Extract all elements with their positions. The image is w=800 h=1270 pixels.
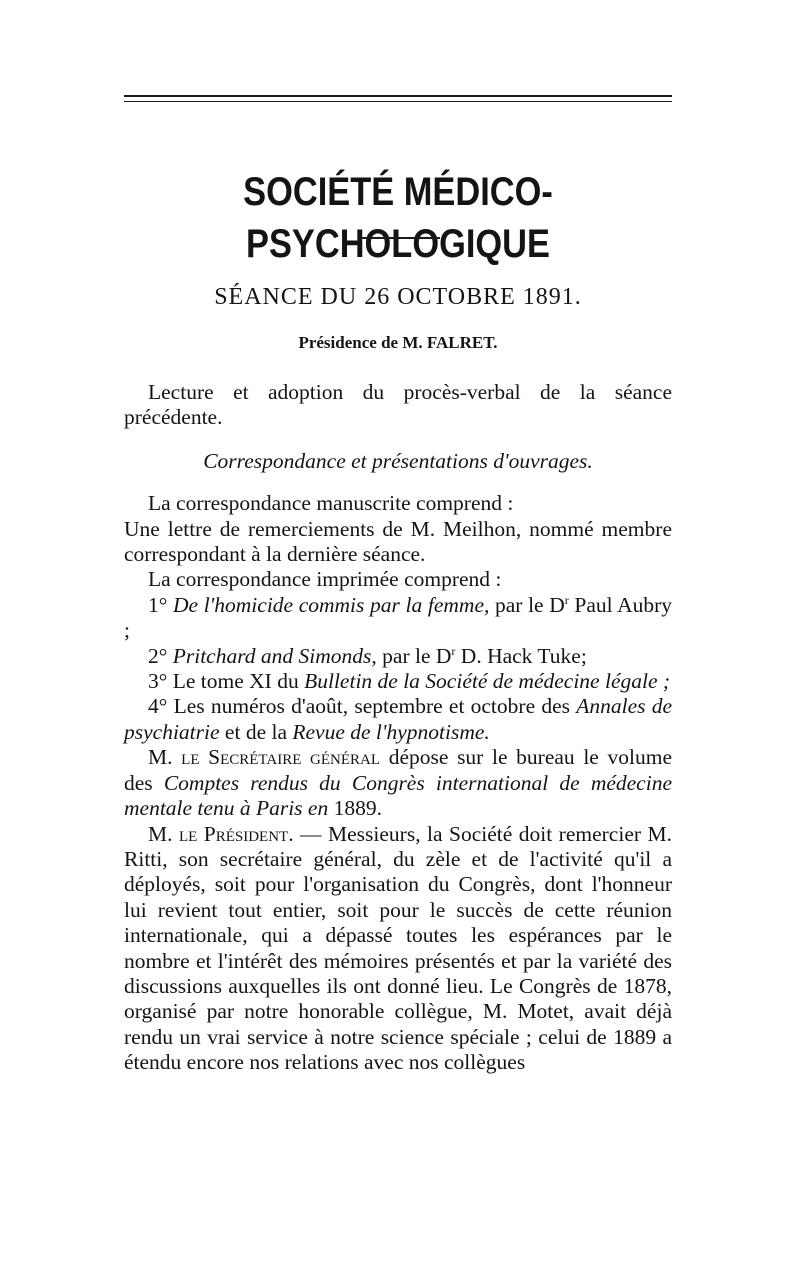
printed-item-2: 2° Pritchard and Simonds, par le $D^r$ D. Hack Tuke; [148, 643, 587, 668]
top-rule [124, 95, 672, 97]
printed-item-3: 3° Le tome XI du Bulletin de la Société de médecine légale ; [148, 669, 671, 694]
intro-paragraph: Lecture et adoption du procès-verbal de la séance précédente. [124, 380, 672, 430]
section-heading: Correspondance et présentations d'ouvrages. [203, 448, 593, 473]
title-divider [358, 237, 440, 239]
speaker-name: M. le Secrétaire général [148, 745, 381, 770]
session-heading: SÉANCE DU 26 OCTOBRE 1891. [214, 284, 582, 310]
printed-intro: La correspondance imprimée comprend : [148, 567, 502, 592]
body-text [124, 380, 672, 1076]
speaker-name: M. le Président. [148, 821, 294, 846]
presidency-line: Présidence de M. FALRET. [298, 333, 498, 352]
president-paragraph: M. le Président. — Messieurs, la Société doit remercier M. Ritti, son secrétaire général, du zèle et de l'activité qu'il a déployés, soit pour l'organisation du Congrès, dont l'honneur lui revient tout entier, soit pour le succès de cette réunion internationale, qui a dépassé toutes les espérances par le nombre et l'intérêt des mémoires présentés et par la variété des discussions auxquelles ils ont donné lieu. Le Congrès de 1878, organisé par notre honorable collègue, M. Motet, avait déjà rendu un vrai service à notre science spéciale ; celui de 1889 a étendu encore nos relations avec nos collègues [124, 821, 672, 1075]
printed-item-4: 4° Les numéros d'août, septembre et octobre des Annales de psychiatrie et de la Revue de l'hypnotisme. [124, 694, 672, 744]
printed-item-1: 1° De l'homicide commis par la femme, par le $D^r$ Paul Aubry ; [124, 592, 673, 643]
work-title: Revue de l'hypnotisme. [292, 719, 490, 744]
secretary-paragraph: M. le Secrétaire général dépose sur le bureau le volume des Comptes rendus du Congrès international de médecine mentale tenu à Paris en 1889. [124, 745, 673, 821]
page-title: SOCIÉTÉ MÉDICO-PSYCHOLOGIQUE [243, 170, 553, 266]
work-title: Pritchard and Simonds [172, 643, 372, 668]
manuscript-item: Une lettre de remerciements de M. Meilhon, nommé membre correspondant à la dernière séance. [124, 516, 672, 567]
work-title: De l'homicide commis par la femme [173, 592, 484, 617]
work-title: Annales de psychiatrie [124, 694, 672, 744]
top-rule-thin [124, 101, 672, 102]
work-title: Bulletin de la Société de médecine légale ; [304, 669, 671, 694]
manuscript-intro: La correspondance manuscrite comprend : [148, 491, 514, 516]
work-title: Comptes rendus du Congrès international de médecine mentale tenu à Paris en [124, 770, 672, 821]
